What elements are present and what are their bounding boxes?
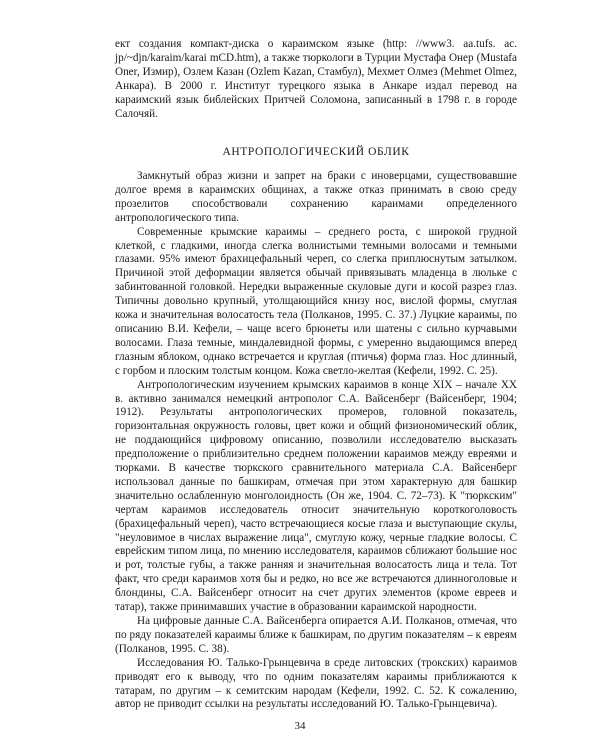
section-heading: АНТРОПОЛОГИЧЕСКИЙ ОБЛИК bbox=[222, 146, 410, 158]
body-paragraph: На цифровые данные С.А. Вайсенберга опирается А.И. Полканов, отмечая, что по ряду показателей караимы ближе к башкирам, по другим показателям – к евреям (Полканов, 1995. С. 38). bbox=[115, 615, 517, 655]
body-paragraph: Замкнутый образ жизни и запрет на браки с иноверцами, существовавшие долгое время в караимских общинах, а также отказ принимать в свою среду прозелитов способствовали сохранению караимами определенного антропологического типа. bbox=[115, 170, 517, 224]
body-paragraph: Исследования Ю. Талько-Грынцевича в среде литовских (трокских) караимов приводят его к выводу, что по одним показателям караимы приближаются к татарам, по другим – к семитским народам (Кефели, 1992. С. 52. К сожалению, автор не приводит ссылки на результаты исследований Ю. Талько-Грынцевича). bbox=[115, 656, 517, 711]
page-number: 34 bbox=[294, 720, 306, 732]
body-paragraph: Современные крымские караимы – среднего роста, с широкой грудной клеткой, с гладкими, иногда слегка волнистыми темными волосами и темными глазами. 95% имеют брахицефальный череп, со слегка приплюснутым затылком. Причиной этой деформации является обычай привязывать младенца в люльке с забинтованной головкой. Нередки выраженные скуловые дуги и косой разрез глаз. Типичны довольно крупный, утолщающийся книзу нос, вислой формы, смуглая кожа и значительная волосатость тела (Полканов, 1995. С. 37.) Луцкие караимы, по описанию В.И. Кефели, – чаще всего брюнеты или шатены с сильно курчавыми волосами. Глаза темные, миндалевидной формы, с умеренно выдающимся вперед глазным яблоком, однако встречается и круглая (птичья) форма глаз. Нос длинный, с горбом и плоским толстым концом. Кожа светло-желтая (Кефели, 1992. С. 25). bbox=[115, 225, 517, 377]
body-text-block bbox=[115, 170, 517, 712]
body-paragraph: Антропологическим изучением крымских караимов в конце XIX – начале XX в. активно занимался немецкий антрополог С.А. Вайсенберг (Вайсенберг, 1904; 1912). Результаты антропологических промеров, головной показатель, горизонтальная окружность головы, цвет кожи и общий физиономический облик, не поддающийся цифровому описанию, позволили исследователю высказать предположение о приблизительно среднем положении караимов между евреями и тюрками. В качестве тюркского сравнительного материала С.А. Вайсенберг использовал данные по башкирам, отмечая при этом характерную для башкир значительно ослабленную монголоидность (Он же, 1904. С. 72–73). К "тюркским" чертам караимов исследователь относит значительную короткоголовость (брахицефальный череп), часто встречающиеся косые глаза и выступающие скулы, "неуловимое в числах выражение лица", смуглую кожу, черные гладкие волосы. С еврейским типом лица, по мнению исследователя, караимов сближают большие нос и рот, толстые губы, а также ранняя и значительная волосатость лица и тела. Тот факт, что среди караимов хотя бы и редко, но все же встречаются длинноголовые и блондины, С.А. Вайсенберг относит на счет других элементов (кроме евреев и татар), также принимавших участие в образовании караимской народности. bbox=[115, 378, 517, 614]
intro-paragraph: ект создания компакт-диска о караимском языке (http: //www3. aa.tufs. ac. jp/~djn/karaim/karai mCD.htm), а также тюркологи в Турции Мустафа Онер (Mustafa Oner, Измир), Озлем Казан (Ozlem Kazan, Стамбул), Мехмет Олмез (Mehmet Olmez, Анкара). В 2000 г. Институт турецкого языка в Анкаре издал перевод на караимский язык библейских Притчей Соломона, записанный в 1798 г. в городе Салочяй. bbox=[115, 38, 517, 120]
intro-text-block bbox=[115, 38, 517, 121]
